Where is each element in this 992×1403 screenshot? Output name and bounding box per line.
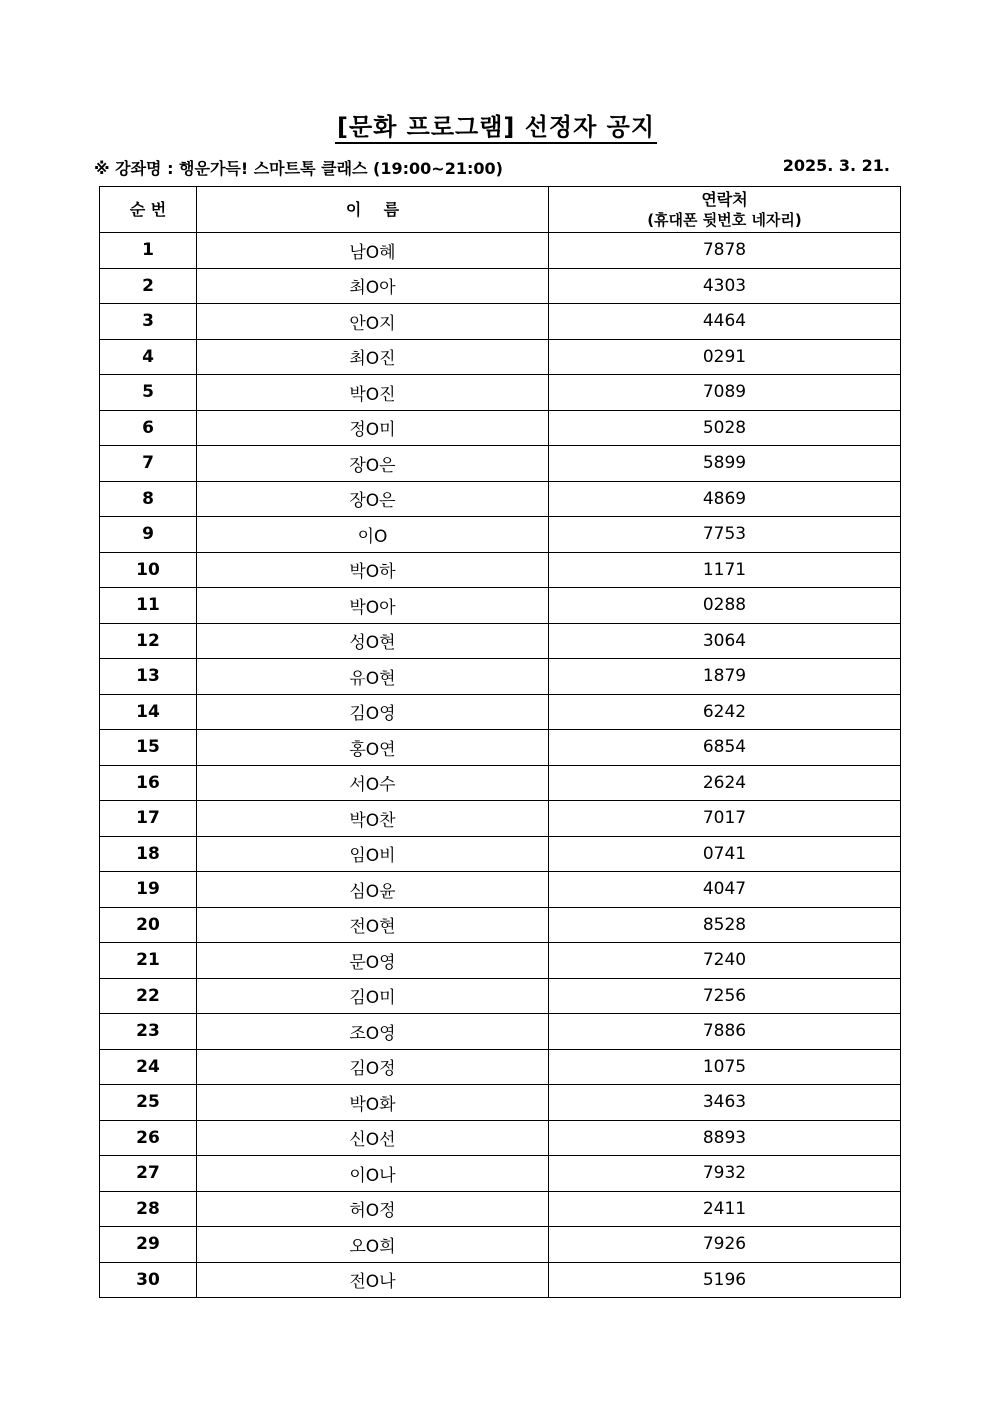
row-phone: 1879 [549,659,901,695]
table-row [100,872,901,908]
row-name: 유O현 [197,659,549,695]
row-name: 남O혜 [197,233,549,269]
row-phone: 7932 [549,1156,901,1192]
row-phone: 7926 [549,1227,901,1263]
row-phone: 7878 [549,233,901,269]
row-phone: 7256 [549,978,901,1014]
row-name: 박O진 [197,375,549,411]
row-number: 22 [100,978,197,1014]
row-number: 2 [100,268,197,304]
row-phone: 3064 [549,623,901,659]
row-number: 27 [100,1156,197,1192]
table-row [100,623,901,659]
row-number: 4 [100,339,197,375]
page-title-container [0,112,992,144]
row-number: 7 [100,446,197,482]
row-phone: 7089 [549,375,901,411]
row-phone: 7753 [549,517,901,553]
row-name: 서O수 [197,765,549,801]
row-phone: 0741 [549,836,901,872]
row-name: 조O영 [197,1014,549,1050]
row-phone: 6854 [549,730,901,766]
row-phone: 1171 [549,552,901,588]
row-name: 문O영 [197,943,549,979]
row-number: 12 [100,623,197,659]
row-number: 11 [100,588,197,624]
table-row [100,1049,901,1085]
table-row [100,268,901,304]
course-info-line [94,156,890,180]
table-row [100,339,901,375]
row-name: 김O미 [197,978,549,1014]
row-phone: 4869 [549,481,901,517]
table-row [100,659,901,695]
header-contact [549,187,901,233]
row-number: 13 [100,659,197,695]
table-row [100,233,901,269]
row-number: 6 [100,410,197,446]
row-phone: 2411 [549,1191,901,1227]
table-row [100,1262,901,1298]
row-name: 신O선 [197,1120,549,1156]
row-number: 24 [100,1049,197,1085]
row-phone: 6242 [549,694,901,730]
row-phone: 2624 [549,765,901,801]
row-number: 18 [100,836,197,872]
row-number: 19 [100,872,197,908]
row-name: 이O나 [197,1156,549,1192]
table-row [100,978,901,1014]
row-number: 10 [100,552,197,588]
row-number: 21 [100,943,197,979]
row-number: 5 [100,375,197,411]
row-phone: 8528 [549,907,901,943]
row-phone: 8893 [549,1120,901,1156]
table-row [100,1014,901,1050]
row-name: 임O비 [197,836,549,872]
table-row [100,1120,901,1156]
row-name: 허O정 [197,1191,549,1227]
selectee-table [99,186,901,1298]
table-row [100,481,901,517]
row-number: 20 [100,907,197,943]
row-number: 23 [100,1014,197,1050]
table-row [100,410,901,446]
header-contact-sub: (휴대폰 뒷번호 네자리) [647,210,802,229]
row-phone: 4047 [549,872,901,908]
row-phone: 7886 [549,1014,901,1050]
row-number: 25 [100,1085,197,1121]
table-row [100,836,901,872]
row-number: 1 [100,233,197,269]
table-row [100,943,901,979]
row-name: 장O은 [197,446,549,482]
table-row [100,304,901,340]
table-row [100,1191,901,1227]
table-row [100,588,901,624]
row-name: 전O나 [197,1262,549,1298]
row-phone: 1075 [549,1049,901,1085]
row-number: 30 [100,1262,197,1298]
row-phone: 3463 [549,1085,901,1121]
notice-date: 2025. 3. 21. [782,156,890,175]
table-row [100,1156,901,1192]
row-name: 이O [197,517,549,553]
table-row [100,1227,901,1263]
row-name: 김O영 [197,694,549,730]
row-name: 정O미 [197,410,549,446]
row-number: 26 [100,1120,197,1156]
row-number: 16 [100,765,197,801]
row-number: 29 [100,1227,197,1263]
row-name: 박O화 [197,1085,549,1121]
row-phone: 0288 [549,588,901,624]
row-phone: 4464 [549,304,901,340]
course-name: ※ 강좌명 : 행운가득! 스마트톡 클래스 (19:00~21:00) [94,159,503,178]
row-name: 장O은 [197,481,549,517]
table-body [100,233,901,1298]
table-row [100,517,901,553]
row-number: 3 [100,304,197,340]
row-name: 안O지 [197,304,549,340]
table-row [100,1085,901,1121]
row-phone: 5028 [549,410,901,446]
table-row [100,765,901,801]
row-phone: 7017 [549,801,901,837]
table-row [100,730,901,766]
table-row [100,907,901,943]
row-name: 최O아 [197,268,549,304]
row-number: 15 [100,730,197,766]
row-name: 성O현 [197,623,549,659]
row-phone: 4303 [549,268,901,304]
header-name: 이 름 [197,187,549,233]
table-row [100,446,901,482]
table-row [100,694,901,730]
row-name: 전O현 [197,907,549,943]
row-phone: 5899 [549,446,901,482]
row-number: 17 [100,801,197,837]
row-number: 28 [100,1191,197,1227]
table-header-row [100,187,901,233]
row-name: 오O희 [197,1227,549,1263]
page-title: [문화 프로그램] 선정자 공지 [335,112,657,144]
row-phone: 0291 [549,339,901,375]
row-name: 김O정 [197,1049,549,1085]
row-name: 박O하 [197,552,549,588]
row-name: 홍O연 [197,730,549,766]
table-row [100,801,901,837]
row-phone: 7240 [549,943,901,979]
row-phone: 5196 [549,1262,901,1298]
row-number: 8 [100,481,197,517]
row-name: 박O아 [197,588,549,624]
header-contact-label: 연락처 [701,189,748,209]
row-number: 9 [100,517,197,553]
row-number: 14 [100,694,197,730]
row-name: 최O진 [197,339,549,375]
row-name: 심O윤 [197,872,549,908]
header-number: 순 번 [100,187,197,233]
row-name: 박O찬 [197,801,549,837]
table-row [100,552,901,588]
table-row [100,375,901,411]
